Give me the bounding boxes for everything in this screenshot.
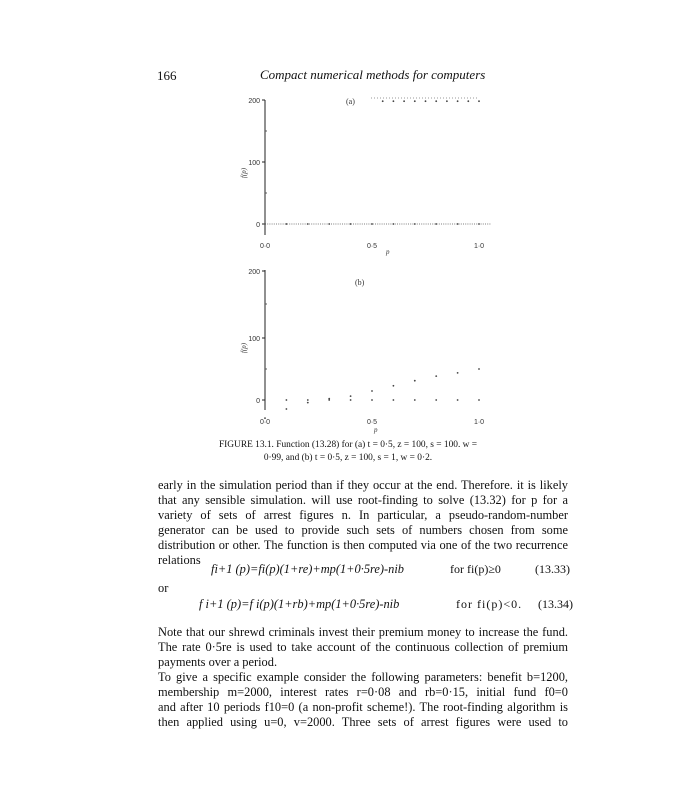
data-point xyxy=(393,223,395,225)
data-point xyxy=(393,399,395,401)
caption-line: 0·99, and (b) t = 0·5, z = 100, s = 1, w = 0·2. xyxy=(263,453,433,463)
data-point xyxy=(414,100,416,102)
paragraph-2 xyxy=(158,625,568,670)
text-line: that any sensible simulation. will use root-finding to solve (13.32) for p for a xyxy=(158,493,568,507)
data-point xyxy=(307,223,309,225)
text-line: then applied using u=0, v=2000. Three sets of arrest figures were used to xyxy=(158,715,568,729)
text-line: Note that our shrewd criminals invest their premium money to increase the fund. xyxy=(158,625,568,639)
data-point xyxy=(393,385,395,387)
plot-b-marks xyxy=(264,368,480,419)
data-point xyxy=(328,399,330,401)
data-point xyxy=(371,223,373,225)
text-line: payments over a period. xyxy=(158,655,278,669)
plot-a-marks xyxy=(264,100,480,225)
data-point xyxy=(478,223,480,225)
data-point xyxy=(286,408,288,410)
x-tick-label-05: 0·5 xyxy=(366,419,378,426)
data-point xyxy=(264,417,266,419)
text-line: relations xyxy=(158,553,201,567)
data-point xyxy=(435,375,437,377)
data-point xyxy=(478,368,480,370)
text-line: variety of sets of arrest figures n. In particular, a pseudo-random-number xyxy=(158,508,568,522)
data-point xyxy=(446,100,448,102)
data-point xyxy=(414,223,416,225)
paragraph-3 xyxy=(158,670,568,730)
x-tick-label-1: 1·0 xyxy=(473,243,485,250)
y-tick-label-200: 200 xyxy=(248,269,260,276)
text-line: distribution or other. The function is then computed via one of the two recurrence xyxy=(158,538,568,552)
data-point xyxy=(286,399,288,401)
data-point xyxy=(457,399,459,401)
x-tick-label-1: 1·0 xyxy=(473,419,485,426)
figure-panel-a xyxy=(226,88,501,263)
data-point xyxy=(307,402,309,404)
data-point xyxy=(264,223,266,225)
or-word: or xyxy=(158,581,169,595)
data-point xyxy=(457,372,459,374)
equation-13-33: fi+1 (p)=fi(p)(1+re)+mp(1+0·5re)-nib xyxy=(211,562,404,576)
data-point xyxy=(414,380,416,382)
data-point xyxy=(425,100,427,102)
figure-caption xyxy=(214,439,482,465)
text-line: generator can be used to provide such sets of numbers chosen from some xyxy=(158,523,568,537)
y-axis-label: f(p) xyxy=(240,167,248,179)
equation-number: (13.34) xyxy=(538,597,573,611)
x-axis-label: p xyxy=(386,248,390,256)
paragraph-1 xyxy=(158,478,568,568)
y-tick-label-0: 0 xyxy=(256,398,260,405)
data-point xyxy=(467,100,469,102)
data-point xyxy=(457,100,459,102)
data-point xyxy=(350,223,352,225)
data-point xyxy=(371,390,373,392)
data-point xyxy=(435,399,437,401)
plot-a-svg xyxy=(226,88,501,263)
data-point xyxy=(350,399,352,401)
data-point xyxy=(435,223,437,225)
panel-label-b: (b) xyxy=(355,278,365,287)
plot-b-svg xyxy=(226,263,501,438)
x-tick-label-05: 0·5 xyxy=(366,243,378,250)
equation-condition: for fi(p)≥0 xyxy=(450,562,501,576)
data-point xyxy=(371,399,373,401)
text-line: membership m=2000, interest rates r=0·08 and rb=0·15, initial fund f0=0 xyxy=(158,685,568,699)
text-line: and after 10 periods f10=0 (a non-profit scheme!). The root-finding algorithm is xyxy=(158,700,568,714)
data-point xyxy=(478,399,480,401)
text-line: The rate 0·5re is used to take account of the continuous collection of premium xyxy=(158,640,568,654)
x-tick-label-0: 0·0 xyxy=(259,419,271,426)
y-axis-label: f(p) xyxy=(240,342,248,354)
panel-label-a: (a) xyxy=(346,97,355,106)
equation-condition: for fi(p)<0. xyxy=(456,597,523,611)
equation-number: (13.33) xyxy=(535,562,570,576)
data-point xyxy=(350,395,352,397)
data-point xyxy=(457,223,459,225)
y-tick-label-200: 200 xyxy=(248,98,260,105)
data-point xyxy=(307,399,309,401)
data-point xyxy=(435,100,437,102)
y-tick-label-0: 0 xyxy=(256,222,260,229)
x-axis-label: p xyxy=(374,426,378,434)
data-point xyxy=(382,100,384,102)
data-point xyxy=(478,100,480,102)
caption-line: FIGURE 13.1. Function (13.28) for (a) t = 0·5, z = 100, s = 100. w = xyxy=(218,440,478,450)
data-point xyxy=(414,399,416,401)
running-title: Compact numerical methods for computers xyxy=(260,67,486,82)
x-tick-label-0: 0·0 xyxy=(259,243,271,250)
data-point xyxy=(286,223,288,225)
equation-13-34: f i+1 (p)=f i(p)(1+rb)+mp(1+0·5re)-nib xyxy=(199,597,400,611)
text-line: early in the simulation period than if they occur at the end. Therefore. it is likely xyxy=(158,478,568,492)
y-tick-label-100: 100 xyxy=(248,160,260,167)
data-point xyxy=(328,223,330,225)
data-point xyxy=(403,100,405,102)
text-line: To give a specific example consider the following parameters: benefit b=1200, xyxy=(158,670,568,684)
figure-panel-b xyxy=(226,263,501,438)
y-tick-label-100: 100 xyxy=(248,336,260,343)
data-point xyxy=(393,100,395,102)
page-number: 166 xyxy=(157,68,177,83)
